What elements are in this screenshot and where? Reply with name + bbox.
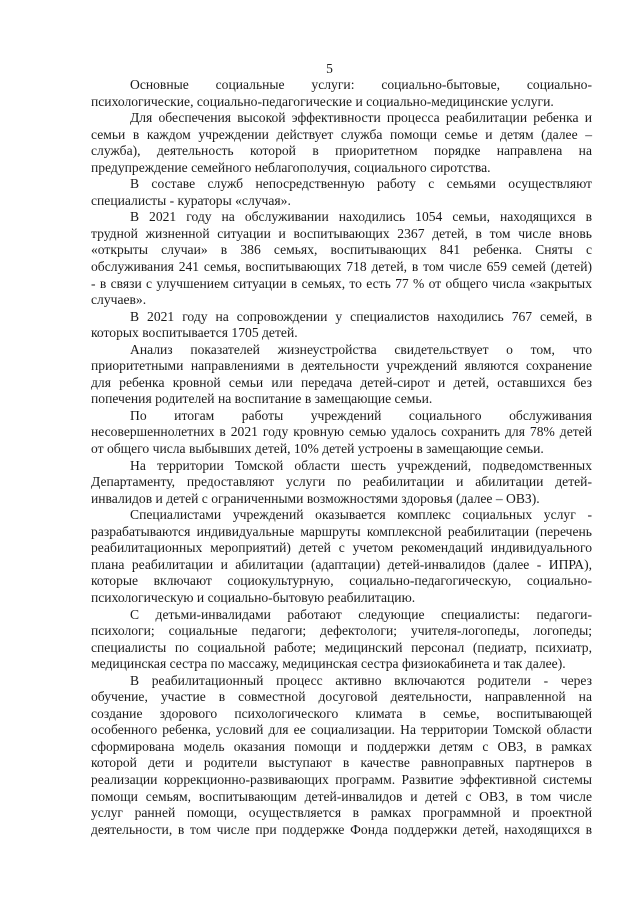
text-line: случаев». <box>91 292 147 308</box>
text-line: плана реабилитации и абилитации (адаптации) детей-инвалидов (далее - ИПРА), <box>91 556 592 572</box>
text-line: предупреждение семейного неблагополучия, социального сиротства. <box>91 159 491 175</box>
paragraph <box>91 673 592 838</box>
text-line: С детьми-инвалидами работают следующие специалисты: педагоги- <box>130 606 592 622</box>
text-line: В 2021 году на обслуживании находились 1054 семьи, находящихся в <box>130 209 592 225</box>
text-line: услуг ранней помощи, осуществляется в рамках программной и проектной <box>91 805 592 821</box>
text-line: которых воспитывается 1705 детей. <box>91 325 298 341</box>
text-line: разрабатываются индивидуальные маршруты комплексной реабилитации (перечень <box>91 523 592 539</box>
text-line: психологические, социально-педагогические и социально-медицинские услуги. <box>91 93 554 109</box>
paragraph <box>91 176 592 209</box>
text-line: специалисты - кураторы «случая». <box>91 192 291 208</box>
text-line: По итогам работы учреждений социального обслуживания <box>130 407 592 423</box>
text-line: обслуживания 241 семья, воспитывающих 718 детей, в том числе 659 семей (детей) <box>91 259 592 275</box>
text-line: приоритетными направлениями в деятельности учреждений являются сохранение <box>91 358 592 374</box>
paragraph <box>91 507 592 606</box>
text-line: В реабилитационный процесс активно включаются родители - через <box>130 672 592 688</box>
text-line: для ребенка кровной семьи или передача детей-сирот и детей, оставшихся без <box>91 374 592 390</box>
text-line: «открыты случаи» в 386 семьях, воспитывающих 841 ребенка. Сняты с <box>91 242 592 258</box>
text-line: На территории Томской области шесть учреждений, подведомственных <box>130 457 592 473</box>
text-line: которой дети и родители выступают в качестве равноправных партнеров в <box>91 755 592 771</box>
paragraph <box>91 607 592 673</box>
text-line: Основные социальные услуги: социально-бытовые, социально- <box>130 77 592 92</box>
text-line: несовершеннолетних в 2021 году кровную семью удалось сохранить для 78% детей <box>91 424 592 440</box>
body-text <box>91 77 592 838</box>
text-line: особенного ребенка, условий для ее социализации. На территории Томской области <box>91 722 592 738</box>
text-line: от общего числа выбывших детей, 10% детей устроены в замещающие семьи. <box>91 441 544 457</box>
text-line: В 2021 году на сопровождении у специалистов находились 767 семей, в <box>130 308 592 324</box>
text-line: попечения родителей на воспитание в замещающие семьи. <box>91 391 433 407</box>
paragraph <box>91 77 592 110</box>
text-line: специалисты по социальной работе; медицинский персонал (педиатр, психиатр, <box>91 639 592 655</box>
text-line: сформирована модель оказания помощи и поддержки детям с ОВЗ, в рамках <box>91 738 592 754</box>
paragraph <box>91 458 592 508</box>
paragraph <box>91 408 592 458</box>
text-line: психологи; социальные педагоги; дефектологи; учителя-логопеды, логопеды; <box>91 623 592 639</box>
text-line: В составе служб непосредственную работу с семьями осуществляют <box>130 176 592 192</box>
text-line: трудной жизненной ситуации и воспитывающих 2367 детей, в том числе вновь <box>91 225 592 241</box>
text-line: реализации коррекционно-развивающих программ. Развитие эффективной системы <box>91 771 592 787</box>
text-line: деятельности, в том числе при поддержке Фонда поддержки детей, находящихся в <box>91 821 592 837</box>
paragraph <box>91 342 592 408</box>
text-line: которые включают социокультурную, социально-педагогическую, социально- <box>91 573 592 589</box>
text-line: семьи в каждом учреждении действует служба помощи семье и детям (далее – <box>91 126 592 142</box>
page-number: 5 <box>326 61 333 76</box>
paragraph <box>91 110 592 176</box>
paragraph <box>91 309 592 342</box>
text-line: Специалистами учреждений оказывается комплекс социальных услуг - <box>130 507 592 523</box>
text-line: Анализ показателей жизнеустройства свидетельствует о том, что <box>130 341 592 357</box>
text-line: реабилитационных мероприятий) детей с учетом рекомендаций индивидуального <box>91 540 592 556</box>
text-line: медицинская сестра по массажу, медицинская сестра физиокабинета и так далее). <box>91 656 566 672</box>
text-line: инвалидов и детей с ограниченными возможностями здоровья (далее – ОВЗ). <box>91 490 540 506</box>
paragraph <box>91 209 592 308</box>
text-line: служба), деятельность которой в приоритетном порядке направлена на <box>91 143 592 159</box>
text-line: Департаменту, предоставляют услуги по реабилитации и абилитации детей- <box>91 474 592 490</box>
text-line: - в связи с улучшением ситуации в семьях, то есть 77 % от общего числа «закрытых <box>91 275 592 291</box>
text-line: обучение, участие в совместной досуговой деятельности, направленной на <box>91 689 592 705</box>
text-line: помощи семьям, воспитывающим детей-инвалидов и детей с ОВЗ, в том числе <box>91 788 592 804</box>
text-line: Для обеспечения высокой эффективности процесса реабилитации ребенка и <box>130 110 592 126</box>
text-line: создание здорового психологического климата в семье, воспитывающей <box>91 705 592 721</box>
text-line: психологическую и социально-бытовую реабилитацию. <box>91 589 416 605</box>
